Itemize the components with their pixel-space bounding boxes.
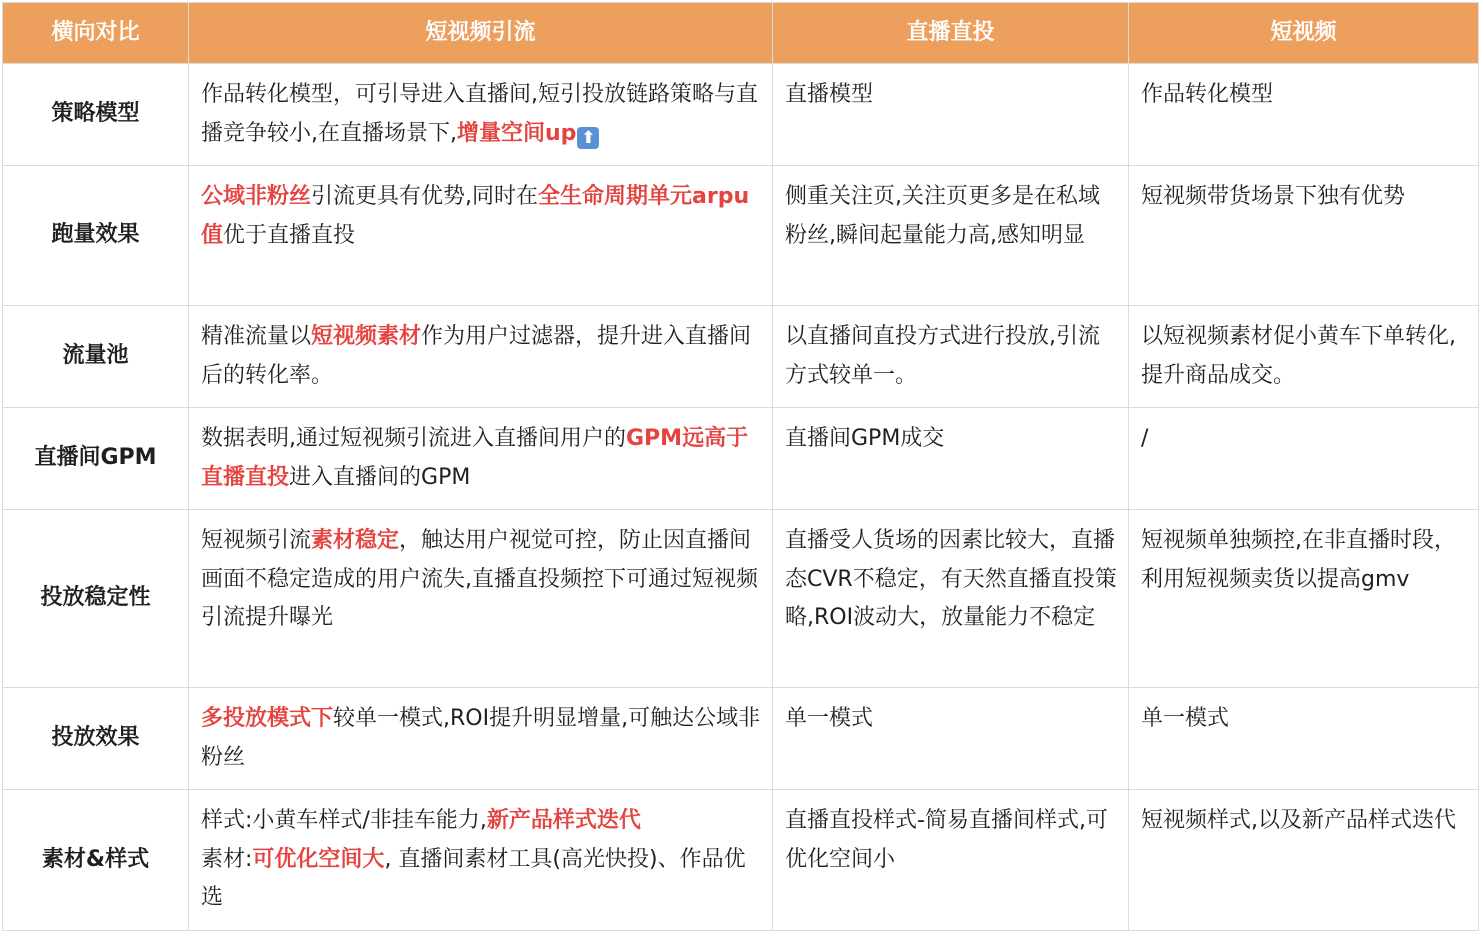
row-label: 流量池 [3,306,189,408]
cell-line [201,841,762,918]
cell-text: 数据表明,通过短视频引流进入直播间用户的 [201,426,626,451]
row-label: 投放效果 [3,688,189,790]
cell-short-video [1129,166,1479,306]
cell-live-direct [773,166,1129,306]
cell-text: 样式:小黄车样式/非挂车能力, [201,808,487,833]
cell-short-video [1129,510,1479,688]
highlight-text: 增量空间up [457,120,577,146]
highlight-text: 新产品样式迭代 [486,808,641,833]
cell-text: 直播受人货场的因素比较大，直播态CVR不稳定，有天然直播直投策略,ROI波动大，放量能力不稳定 [785,528,1117,630]
table-row-live-gpm [3,408,1479,510]
cell-text: 素材: [201,846,253,872]
cell-live-direct [773,790,1129,931]
cell-live-direct [773,408,1129,510]
comparison-table [2,2,1479,931]
cell-text: 较单一模式,ROI提升明显增量,可触达公域非粉丝 [201,706,761,770]
cell-text: 作品转化模型 [1141,82,1274,107]
cell-short-video-traffic [189,306,773,408]
cell-text: 单一模式 [785,706,874,731]
cell-short-video-traffic [189,166,773,306]
cell-text: 进入直播间的GPM [289,464,471,490]
cell-short-video [1129,790,1479,931]
cell-short-video-traffic [189,688,773,790]
highlight-text: 可优化空间大 [252,846,385,872]
highlight-text: 素材稳定 [311,528,400,553]
table-row-run-volume [3,166,1479,306]
cell-text: , 直播间素材工具(高光快投)、作品优选 [201,846,746,910]
cell-short-video-traffic [189,408,773,510]
cell-live-direct [773,64,1129,166]
row-label: 直播间GPM [3,408,189,510]
cell-short-video [1129,688,1479,790]
cell-text: / [1141,426,1149,451]
header-short-video-traffic: 短视频引流 [189,3,773,64]
highlight-text: 公域非粉丝 [201,184,312,209]
cell-text: 短视频样式,以及新产品样式迭代 [1141,808,1456,833]
table-row-strategy-model [3,64,1479,166]
cell-short-video [1129,306,1479,408]
table-row-traffic-pool [3,306,1479,408]
cell-short-video-traffic [189,64,773,166]
cell-text: 作品转化模型，可引导进入直播间,短引投放链路策略与直播竞争较小,在直播场景下, [201,82,758,146]
cell-text: 短视频带货场景下独有优势 [1141,184,1406,209]
table-row-delivery-stability [3,510,1479,688]
header-short-video: 短视频 [1129,3,1479,64]
header-compare: 横向对比 [3,3,189,64]
highlight-text: 全生命周期单元arpu值 [201,184,750,248]
cell-live-direct [773,306,1129,408]
header-live-direct: 直播直投 [773,3,1129,64]
cell-text: ，触达用户视觉可控，防止因直播间画面不稳定造成的用户流失,直播直投频控下可通过短视频引流提升曝光 [201,528,758,630]
cell-live-direct [773,510,1129,688]
highlight-text: GPM远高于直播直投 [201,426,749,490]
row-label: 投放稳定性 [3,510,189,688]
highlight-text: 多投放模式下 [201,706,334,731]
cell-text: 侧重关注页,关注页更多是在私域粉丝,瞬间起量能力高,感知明显 [785,184,1100,248]
cell-text: 短视频引流 [201,528,312,553]
cell-text: 作为用户过滤器，提升进入直播间后的转化率。 [201,324,752,388]
row-label: 跑量效果 [3,166,189,306]
cell-short-video-traffic [189,510,773,688]
table-row-delivery-effect [3,688,1479,790]
cell-text: 直播间GPM成交 [785,426,945,451]
cell-line [201,802,762,841]
cell-text: 直播模型 [785,82,874,107]
cell-text: 以直播间直投方式进行投放,引流方式较单一。 [785,324,1100,388]
cell-short-video-traffic [189,790,773,931]
header-row [3,3,1479,64]
row-label: 策略模型 [3,64,189,166]
cell-text: 优于直播直投 [223,222,356,248]
cell-short-video [1129,64,1479,166]
cell-text: 短视频单独频控,在非直播时段，利用短视频卖货以提高gmv [1141,528,1456,592]
cell-short-video [1129,408,1479,510]
cell-live-direct [773,688,1129,790]
up-arrow-icon: ⬆ [577,127,599,149]
cell-text: 以短视频素材促小黄车下单转化,提升商品成交。 [1141,324,1456,388]
row-label: 素材&样式 [3,790,189,931]
cell-text: 精准流量以 [201,324,312,349]
highlight-text: 短视频素材 [311,324,422,349]
cell-text: 直播直投样式-简易直播间样式,可优化空间小 [785,808,1108,872]
table-row-material-style [3,790,1479,931]
cell-text: 引流更具有优势,同时在 [311,184,539,209]
cell-text: 单一模式 [1141,706,1230,731]
